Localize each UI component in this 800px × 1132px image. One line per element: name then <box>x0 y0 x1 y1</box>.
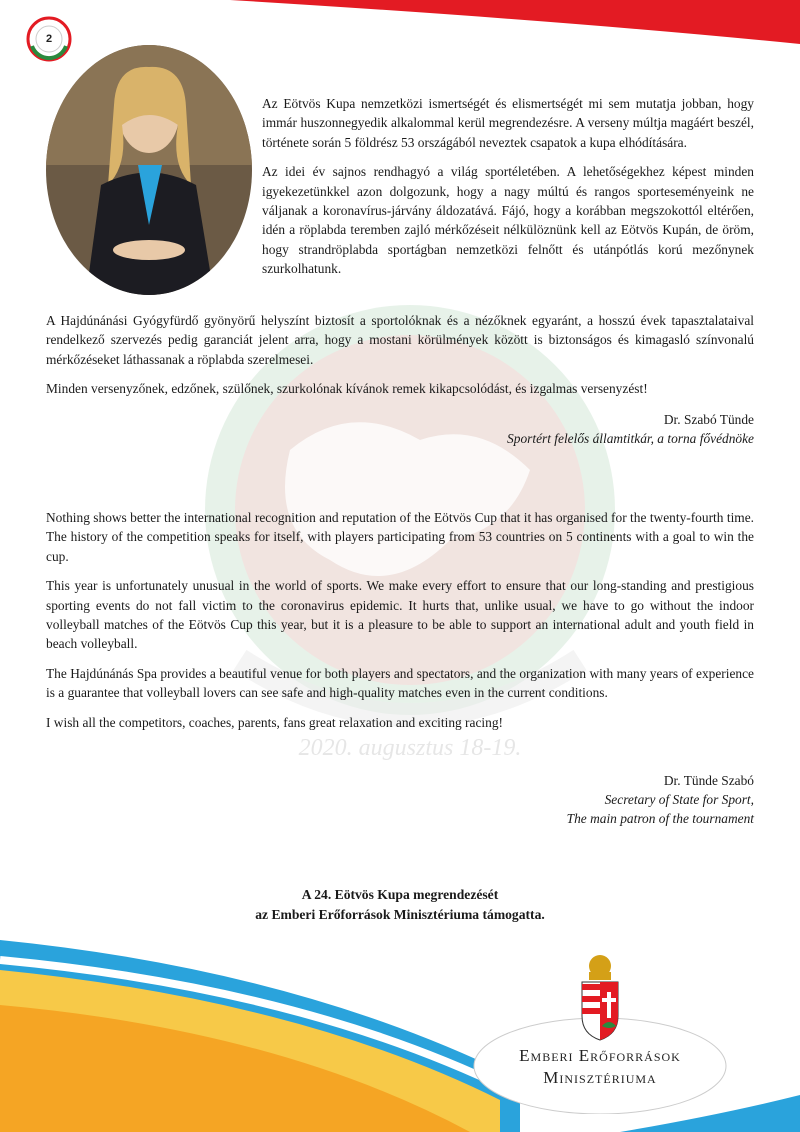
en-signature-name: Dr. Tünde Szabó <box>663 773 754 788</box>
hu-paragraph-1: Az Eötvös Kupa nemzetközi ismertségét és elismertségét mi sem mutatja jobban, hogy immár huszonnegyedik alkalommal kerül megrendezésre. A verseny múltja magáért beszél, története során 5 földrész 53 országából neveztek csapatok a kupa elhódítására. <box>262 96 754 150</box>
support-line-2: az Emberi Erőforrások Minisztériuma támogatta. <box>255 907 545 922</box>
page-number: 2 <box>45 33 53 45</box>
hu-paragraph-3: A Hajdúnánási Gyógyfürdő gyönyörű helyszínt biztosít a sportolóknak és a nézőknek egyaránt, a hosszú évek tapasztalataival rendelkező szervezés pedig garanciát jelent arra, hogy a mostani körülmények között is biztonságos és kimagasló színvonalú mérkőzéseket láthassanak a röplabda szerelmesei. <box>46 313 754 367</box>
support-line-1: A 24. Eötvös Kupa megrendezését <box>301 887 499 902</box>
ministry-badge <box>472 946 728 1114</box>
en-paragraph-2: This year is unfortunately unusual in the world of sports. We make every effort to ensure that our long-standing and prestigious sporting events do not fall victim to the coronavirus epidemic. It hurts that, unlike usual, we have to go without the indoor volleyball matches of the Eötvös Cup this year, but it is a pleasure to be able to support an international adult and youth field in beach volleyball. <box>46 578 754 652</box>
en-paragraph-4: I wish all the competitors, coaches, parents, fans great relaxation and exciting racing! <box>46 714 503 730</box>
hu-signature-role: Sportért felelős államtitkár, a torna fővédnöke <box>507 431 754 446</box>
watermark-date-text: 2020. augusztus 18-19. <box>298 735 522 761</box>
support-statement <box>180 885 620 925</box>
hu-signature-name: Dr. Szabó Tünde <box>663 412 754 427</box>
en-paragraph-1: Nothing shows better the international recognition and reputation of the Eötvös Cup that it has organised for the twenty-fourth time. The history of the competition speaks for itself, with players participating from 53 countries on 5 continents with a goal to win the cup. <box>46 510 754 564</box>
hungarian-signature <box>507 410 754 448</box>
hungarian-intro <box>262 94 754 289</box>
english-body <box>46 508 754 742</box>
english-signature <box>567 771 754 828</box>
ministry-name-line-2: Minisztériuma <box>543 1068 657 1087</box>
en-signature-role-2: The main patron of the tournament <box>566 811 754 826</box>
en-signature-role-1: Secretary of State for Sport, <box>604 792 754 807</box>
hungarian-coat-of-arms-icon <box>582 955 618 1040</box>
hu-paragraph-4: Minden versenyzőnek, edzőnek, szülőnek, szurkolónak kívánok remek kikapcsolódást, és izgalmas versenyzést! <box>46 381 648 397</box>
hu-paragraph-2: Az idei év sajnos rendhagyó a világ sportéletében. A lehetőségekhez képest minden igyekezetünkkel azon dolgozunk, hogy a nagy múltú és rangos sporteseményeink ne váljanak a koronavírus-járvány áldozatává. Fájó, hogy a korábban megszokottól eltérően, idén a röplabda teremben zajló mérkőzéseit nélkülöznünk kell az Eötvös Kupán, de öröm, hogy strandröplabda sportágban nemzetközi felnőtt és utánpótlás korú mezőnynek szurkolhatunk. <box>262 164 754 277</box>
ministry-name-line-1: Emberi Erőforrások <box>519 1046 681 1065</box>
en-paragraph-3: The Hajdúnánás Spa provides a beautiful venue for both players and spectators, and the organization with many years of experience is a guarantee that volleyball lovers can see safe and high-quality matches even in the current conditions. <box>46 665 754 701</box>
hungarian-body <box>46 311 754 409</box>
portrait-photo <box>46 45 252 295</box>
